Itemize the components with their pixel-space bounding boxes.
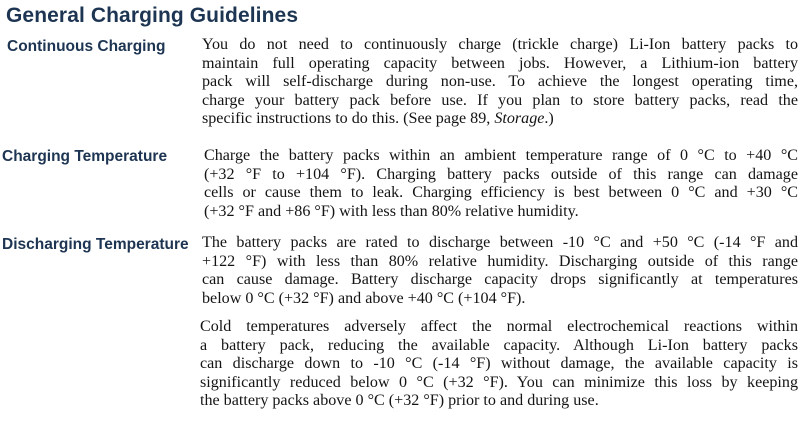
text-line: +122 °F) with less than 80% relative humidity. Discharging outside of this range: [202, 252, 798, 270]
text-line: below 0 °C (+32 °F) and above +40 °C (+104 °F).: [202, 289, 526, 307]
text-line: (+32 °F and +86 °F) with less than 80% relative humidity.: [204, 202, 579, 220]
text-line: [202, 110, 798, 129]
paragraph-continuous-charging: [202, 36, 798, 129]
text-line: Charge the battery packs within an ambient temperature range of 0 °C to +40 °C: [204, 147, 798, 164]
text-line: pack will self-discharge during non-use. To achieve the longest operating time,: [202, 73, 798, 91]
text-fragment: specific instructions to do this. (See page 89,: [202, 110, 495, 128]
text-line: a battery pack, reducing the available capacity. Although Li-Ion battery packs: [200, 336, 798, 354]
paragraph-cold-temperatures: [200, 318, 798, 411]
text-line: You do not need to continuously charge (trickle charge) Li-Ion battery packs to: [202, 36, 798, 53]
text-line: cells or cause them to leak. Charging efficiency is best between 0 °C and +30 °C: [204, 184, 798, 202]
text-fragment: .): [544, 110, 554, 128]
paragraph-charging-temperature: [204, 147, 798, 221]
text-line: (+32 °F to +104 °F). Charging battery packs outside of this range can damage: [204, 165, 798, 183]
text-line: Cold temperatures adversely affect the normal electrochemical reactions within: [200, 318, 798, 335]
paragraph-discharging-temperature: [202, 234, 798, 308]
section-label-charging-temperature: Charging Temperature: [2, 148, 168, 165]
text-line: can discharge down to -10 °C (-14 °F) without damage, the available capacity is: [200, 355, 798, 373]
text-line: maintain full operating capacity between jobs. However, a Lithium-ion battery: [202, 54, 798, 72]
page-title: General Charging Guidelines: [6, 4, 299, 27]
text-line: the battery packs above 0 °C (+32 °F) prior to and during use.: [200, 392, 599, 410]
text-line: The battery packs are rated to discharge between -10 °C and +50 °C (-14 °F and: [202, 234, 798, 251]
page-reference-storage: Storage: [494, 110, 545, 128]
section-label-continuous-charging: Continuous Charging: [7, 38, 166, 55]
text-line: can cause damage. Battery discharge capacity drops significantly at temperatures: [202, 271, 798, 289]
section-label-discharging-temperature: Discharging Temperature: [2, 236, 189, 253]
text-line: significantly reduced below 0 °C (+32 °F). You can minimize this loss by keeping: [200, 373, 798, 391]
text-line: charge your battery pack before use. If you plan to store battery packs, read the: [202, 91, 798, 109]
